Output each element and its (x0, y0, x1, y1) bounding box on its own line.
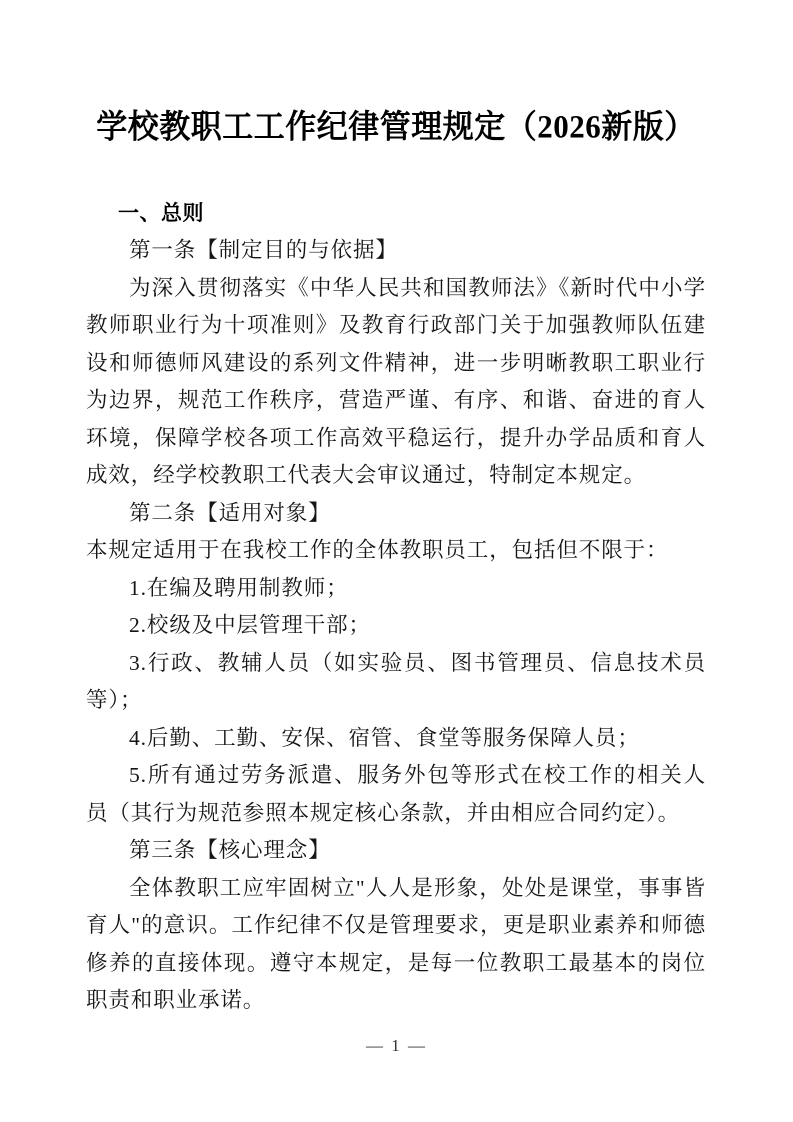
document-content (86, 0, 706, 1020)
list-item: 1.在编及聘用制教师； (129, 575, 349, 600)
article-body-3: 全体教职工应牢固树立"人人是形象，处处是课堂，事事皆育人"的意识。工作纪律不仅是管理要求，更是职业素养和师德修养的直接体现。遵守本规定，是每一位教职工最基本的岗位职责和职业承诺。 (86, 875, 706, 1013)
list-item: 2.校级及中层管理干部； (129, 613, 371, 638)
article-body-1: 为深入贯彻落实《中华人民共和国教师法》《新时代中小学教师职业行为十项准则》及教育行政部门关于加强教师队伍建设和师德师风建设的系列文件精神，进一步明晰教职工职业行为边界，规范工作秩序，营造严谨、有序、和谐、奋进的育人环境，保障学校各项工作高效平稳运行，提升办学品质和育人成效，经学校教职工代表大会审议通过，特制定本规定。 (86, 275, 706, 488)
article-label-1: 第一条【制定目的与依据】 (129, 238, 398, 263)
article-lead-2: 本规定适用于在我校工作的全体教职员工，包括但不限于： (86, 538, 669, 563)
article-label-3: 第三条【核心理念】 (129, 838, 331, 863)
page-number-footer: — 1 — (366, 1036, 427, 1055)
article-label-2: 第二条【适用对象】 (129, 500, 331, 525)
section-heading-general-principles: 一、总则 (118, 201, 204, 225)
list-item: 3.行政、教辅人员（如实验员、图书管理员、信息技术员等）； (86, 650, 706, 713)
list-item: 4.后勤、工勤、安保、宿管、食堂等服务保障人员； (129, 725, 640, 750)
list-item: 5.所有通过劳务派遣、服务外包等形式在校工作的相关人员（其行为规范参照本规定核心条款，并由相应合同约定）。 (86, 763, 706, 825)
page-title: 学校教职工工作纪律管理规定（2026新版） (96, 108, 696, 145)
